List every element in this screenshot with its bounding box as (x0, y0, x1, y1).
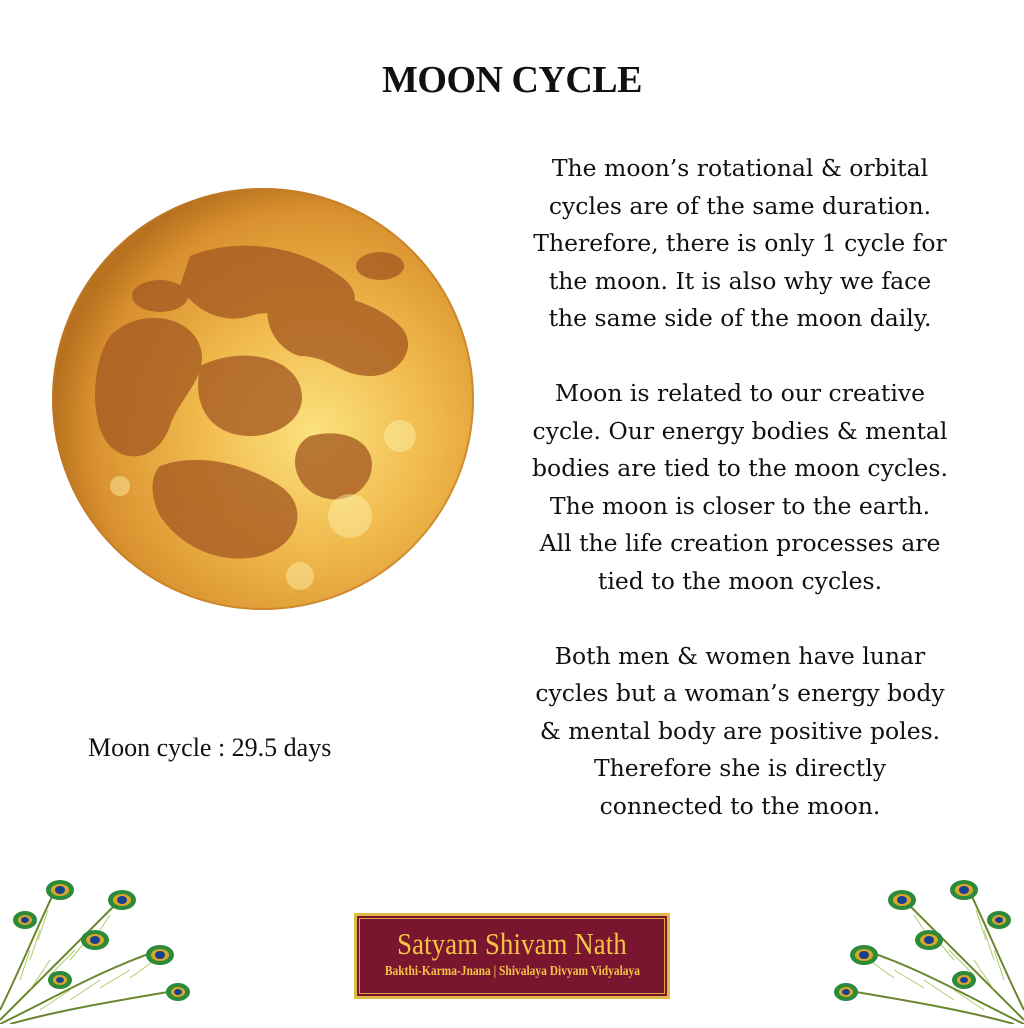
paragraph-1 (496, 150, 984, 338)
text-line: connected to the moon. (599, 791, 881, 820)
text-line: tied to the moon cycles. (597, 566, 883, 595)
text-line: cycle. Our energy bodies & mental (532, 416, 948, 445)
moon-image (50, 186, 476, 612)
text-line: Therefore, there is only 1 cycle for (533, 229, 947, 257)
text-line: cycles are of the same duration. (548, 191, 932, 220)
text-line: the moon. It is also why we face (548, 266, 932, 295)
moon-cycle-caption: Moon cycle : 29.5 days (88, 733, 332, 762)
paragraph-3 (496, 638, 984, 826)
text-line: cycles but a woman’s energy body (535, 679, 945, 707)
text-line: & mental body are positive poles. (539, 716, 941, 745)
full-moon-icon (50, 186, 476, 612)
text-line: Therefore she is directly (593, 754, 887, 782)
page-title: MOON CYCLE (382, 59, 642, 101)
peacock-feather-icon (0, 860, 190, 1024)
text-line: The moon’s rotational & orbital (551, 154, 929, 182)
description (496, 150, 984, 863)
text-line: bodies are tied to the moon cycles. (532, 454, 948, 482)
paragraph-2 (496, 375, 984, 600)
brand-logo (354, 913, 670, 999)
text-line: All the life creation processes are (539, 529, 941, 557)
brand-tagline: Bakthi-Karma-Jnana | Shivalaya Divyam Vidyalaya (384, 964, 641, 979)
text-line: Both men & women have lunar (554, 641, 926, 670)
peacock-feather-icon (834, 860, 1024, 1024)
text-line: Moon is related to our creative (554, 379, 926, 407)
text-line: The moon is closer to the earth. (549, 491, 931, 520)
brand-name: Satyam Shivam Nath (397, 926, 627, 961)
text-line: the same side of the moon daily. (548, 304, 932, 332)
